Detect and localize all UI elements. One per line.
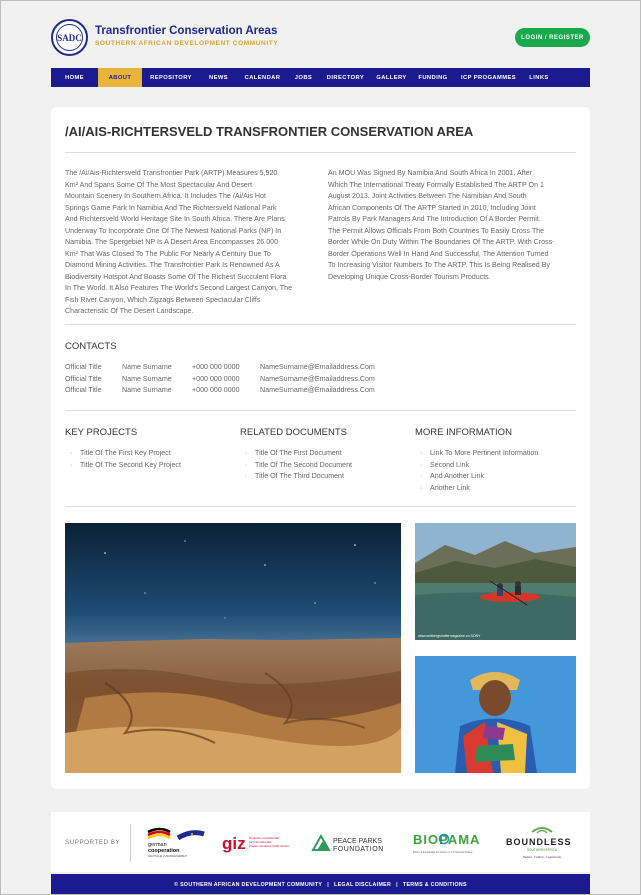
paragraph-line: Patrols By Park Managers And The Introduction Of A Border Permit.: [328, 215, 541, 223]
related-documents-title: RELATED DOCUMENTS: [240, 427, 347, 438]
contact-phone[interactable]: +000 000 0000: [192, 374, 240, 383]
supported-by-label: SUPPORTED BY: [65, 839, 121, 846]
footer-separator: |: [327, 881, 330, 888]
nav-item-icp-progammes[interactable]: ICP PROGAMMES: [460, 74, 517, 81]
divider: [65, 506, 576, 507]
svg-text:german: german: [148, 842, 167, 848]
main-nav: [51, 68, 590, 87]
related-document-link[interactable]: · Title Of The Second Document: [240, 460, 352, 472]
nav-item-jobs[interactable]: JOBS: [294, 74, 313, 81]
svg-text:giz: giz: [222, 834, 246, 853]
paragraph-line: An MOU Was Signed By Namibia And South Africa In 2001, After: [328, 169, 532, 177]
description-column-1: [65, 168, 317, 318]
paragraph-line: Mountain Scenery In Southern Africa. It Includes The /Ai/Ais Hot: [65, 192, 266, 200]
key-project-link[interactable]: · Title Of The Second Key Project: [65, 460, 181, 472]
more-information-list: [415, 448, 538, 494]
copyright-text: © SOUTHERN AFRICAN DEVELOPMENT COMMUNITY: [174, 881, 323, 888]
nav-item-repository[interactable]: REPOSITORY: [150, 74, 192, 81]
terms-conditions-link[interactable]: TERMS & CONDITIONS: [402, 881, 467, 888]
svg-text:SADC: SADC: [57, 33, 82, 43]
giz-logo[interactable]: [222, 830, 292, 856]
paragraph-line: African Components Of The ARTP Started In 2010, Including Joint: [328, 203, 536, 212]
paragraph-line: Fish River Canyon, Which Zigzags Between Spectacular Cliffs: [65, 295, 261, 304]
paragraph-line: The /Ai/Ais-Richtersveld Transfrontier Park (ARTP) Measures 5,920: [65, 169, 278, 177]
sadc-logo[interactable]: [51, 19, 88, 56]
more-information-link[interactable]: · Link To More Pertinent Information: [415, 448, 538, 460]
paragraph-line: Namibia. The Spergebiet NP Is A Desert Area Encompasses 26 000: [65, 238, 279, 246]
paragraph-line: Springs Game Park In Namibia And The Richtersveld National Park: [65, 203, 277, 212]
woman-portrait-photo[interactable]: [415, 656, 576, 773]
divider: [65, 324, 576, 325]
svg-text:PEACE PARKS: PEACE PARKS: [333, 838, 382, 845]
more-information-link[interactable]: · Another Link: [415, 483, 538, 495]
svg-text:SOUTHERN AFRICA: SOUTHERN AFRICA: [526, 848, 558, 852]
paragraph-line: August 2013. Joint Activities Between The Namibian And South: [328, 192, 527, 200]
contacts-title: CONTACTS: [65, 341, 117, 352]
contact-row: [65, 375, 465, 385]
legal-disclaimer-link[interactable]: LEGAL DISCLAIMER: [334, 881, 392, 888]
canyon-photo[interactable]: [65, 523, 401, 773]
contact-name: Name Surname: [122, 386, 172, 394]
site-header: [0, 0, 641, 68]
divider: [65, 410, 576, 411]
more-information-title: MORE INFORMATION: [415, 427, 512, 438]
paragraph-line: Which The International Treaty Formally Established The ARTP On 1: [328, 180, 544, 189]
svg-text:FOUNDATION: FOUNDATION: [333, 846, 384, 853]
nav-item-directory[interactable]: DIRECTORY: [326, 74, 365, 81]
svg-text:BOUNDLESS: BOUNDLESS: [506, 837, 572, 847]
divider: [65, 152, 576, 153]
footer: [51, 874, 590, 895]
german-cooperation-logo[interactable]: [146, 826, 208, 860]
key-projects-list: [65, 448, 181, 471]
svg-text:www.sedbergshottermagazine.co: www.sedbergshottermagazine.co SONY: [418, 634, 481, 638]
paragraph-line: Underway To Incorporate One Of The Newest National Parks (NP) In: [65, 226, 282, 235]
nav-item-about[interactable]: ABOUT: [98, 68, 142, 87]
nav-item-links[interactable]: LINKS: [529, 74, 549, 81]
description-column-2: [328, 168, 578, 283]
paragraph-line: Km² That Was Closed To The Public For Nearly A Century Due To: [65, 249, 271, 258]
contact-phone[interactable]: +000 000 0000: [192, 363, 240, 371]
divider: [130, 824, 131, 862]
svg-text:DEUTSCHE ZUSAMMENARBEIT: DEUTSCHE ZUSAMMENARBEIT: [148, 855, 188, 858]
footer-separator: |: [396, 881, 398, 888]
svg-text:BIOPAMA: BIOPAMA: [413, 832, 481, 847]
contact-email[interactable]: NameSurname@Emailaddress.Com: [260, 363, 375, 371]
contact-name: Name Surname: [122, 374, 172, 383]
contact-email[interactable]: NameSurname@Emailaddress.Com: [260, 374, 375, 383]
related-document-link[interactable]: · Title Of The Third Document: [240, 471, 352, 483]
paragraph-line: Biodiversity Hotspot And Boasts Some Of The Richest Succulent Flora: [65, 272, 287, 281]
contact-title: Official Title: [65, 386, 102, 394]
svg-text:Nature, Culture, Community: Nature, Culture, Community: [522, 855, 562, 859]
contact-row: [65, 363, 465, 373]
svg-text:Zusammenarbeit (GIZ) GmbH: Zusammenarbeit (GIZ) GmbH: [249, 844, 289, 848]
peace-parks-foundation-logo[interactable]: [311, 830, 401, 856]
contact-phone[interactable]: +000 000 0000: [192, 386, 240, 394]
contact-row: [65, 386, 465, 396]
related-document-link[interactable]: · Title Of The First Document: [240, 448, 352, 460]
more-information-link[interactable]: · And Another Link: [415, 471, 538, 483]
contact-title: Official Title: [65, 374, 102, 383]
contact-email[interactable]: NameSurname@Emailaddress.Com: [260, 386, 375, 394]
login-register-button[interactable]: LOGIN / REGISTER: [515, 28, 590, 47]
brand-title[interactable]: Transfrontier Conservation Areas: [95, 25, 278, 37]
paragraph-line: Km² And Spans Some Of The Most Spectacular And Desert: [65, 180, 253, 189]
contact-title: Official Title: [65, 363, 102, 371]
contact-name: Name Surname: [122, 363, 172, 371]
paragraph-line: Characteristic Of The Desert Landscape.: [65, 307, 194, 315]
brand-subtitle: SOUTHERN AFRICAN DEVELOPMENT COMMUNITY: [95, 40, 279, 47]
svg-text:Deutsche Gesellschaft: Deutsche Gesellschaft: [249, 836, 280, 840]
paragraph-line: And Richtersveld World Heritage Site In South Africa. There Are Plans: [65, 215, 285, 223]
paragraph-line: Developing Unique Cross-Border Tourism Products.: [328, 272, 491, 281]
nav-item-funding[interactable]: FUNDING: [418, 74, 448, 81]
paragraph-line: Border Operations Well In Hand And Successful, The Attention Turned: [328, 249, 549, 258]
svg-text:für Internationale: für Internationale: [249, 840, 272, 844]
paragraph-line: In The World. It Also Features The World's Second Largest Canyon, The: [65, 284, 293, 292]
paragraph-line: Border While On Duty Within The Boundaries Of The ARTP. With Cross-: [328, 238, 555, 246]
more-information-link[interactable]: · Second Link: [415, 460, 538, 472]
page-title: /AI/AIS-RICHTERSVELD TRANSFRONTIER CONSERVATION AREA: [65, 124, 474, 139]
boundless-southern-africa-logo[interactable]: [504, 824, 580, 862]
svg-text:cooperation: cooperation: [148, 848, 180, 854]
paragraph-line: Diamond Mining Activities. The Transfrontier Park Is Renowned As A: [65, 261, 280, 269]
biopama-logo[interactable]: [412, 828, 496, 858]
key-projects-title: KEY PROJECTS: [65, 427, 138, 438]
paragraph-line: The Permit Allows Officials From Both Countries To Easily Cross The: [328, 226, 545, 235]
kayak-photo[interactable]: [415, 523, 576, 640]
svg-text:Parks & knowledge for Action o: Parks & knowledge for Action on a Protected Planet: [413, 851, 473, 854]
nav-item-gallery[interactable]: GALLERY: [376, 74, 407, 81]
related-documents-list: [240, 448, 352, 483]
nav-item-home[interactable]: HOME: [65, 74, 84, 81]
key-project-link[interactable]: · Title Of The First Key Project: [65, 448, 181, 460]
paragraph-line: To Increasing Visitor Numbers To The ARTP. This Is Being Realised By: [328, 261, 550, 269]
nav-item-calendar[interactable]: CALENDAR: [244, 74, 281, 81]
nav-item-news[interactable]: NEWS: [209, 74, 228, 81]
